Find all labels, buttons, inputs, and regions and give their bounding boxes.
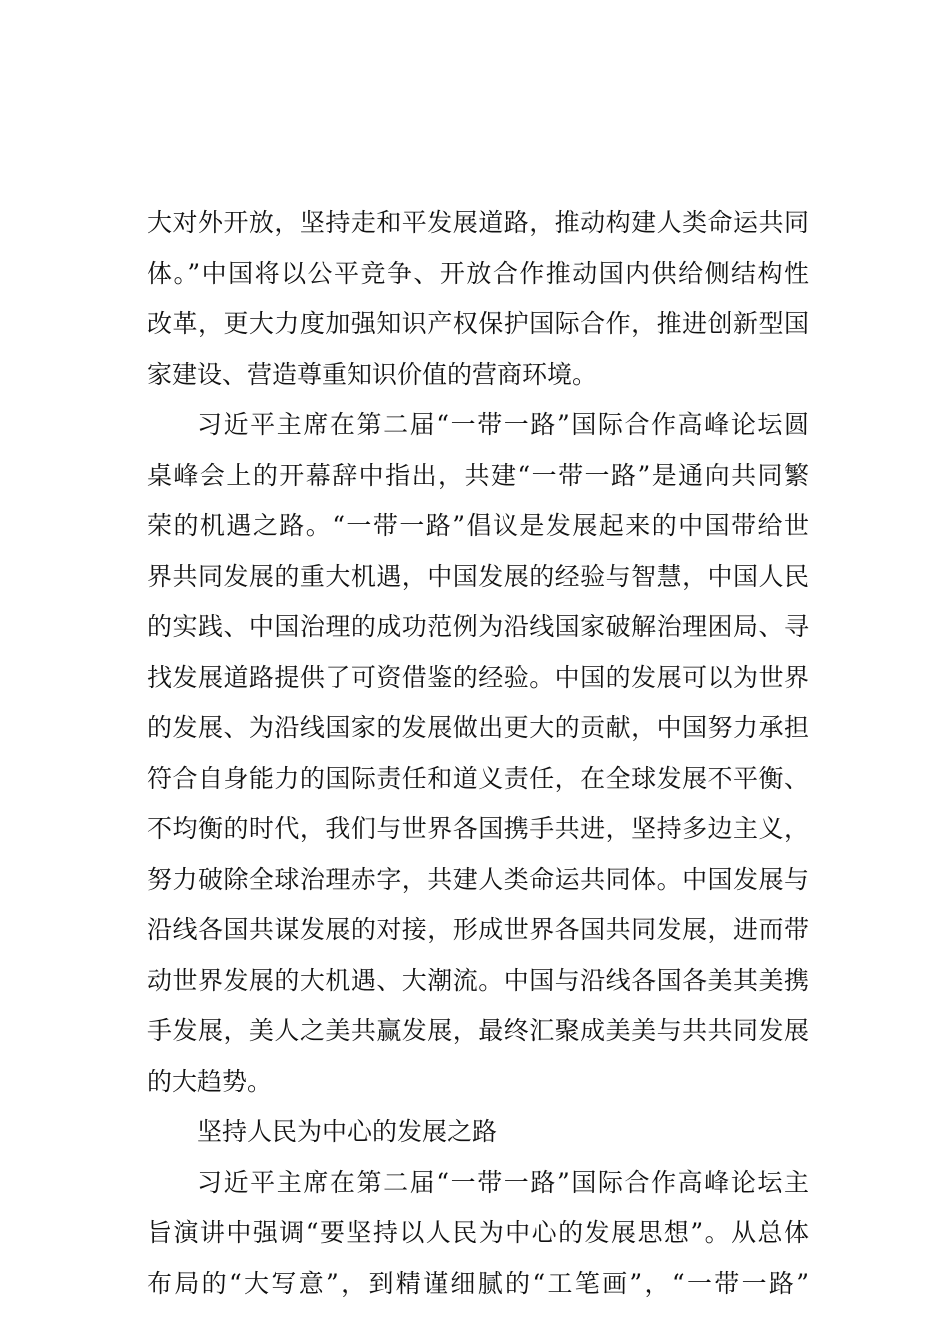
text-line: 的实践、中国治理的成功范例为沿线国家破解治理困局、寻 bbox=[147, 612, 809, 641]
text-line: 手发展，美人之美共赢发展，最终汇聚成美美与共共同发展 bbox=[147, 1016, 809, 1045]
text-line: 沿线各国共谋发展的对接，形成世界各国共同发展，进而带 bbox=[147, 915, 809, 944]
text-line: 体。”中国将以公平竞争、开放合作推动国内供给侧结构性 bbox=[147, 258, 809, 288]
text-line: 家建设、营造尊重知识价值的营商环境。 bbox=[147, 359, 598, 389]
text-line: 找发展道路提供了可资借鉴的经验。中国的发展可以为世界 bbox=[147, 662, 809, 692]
text-line: 荣的机遇之路。“一带一路”倡议是发展起来的中国带给世 bbox=[147, 511, 809, 540]
text-line: 习近平主席在第二届“一带一路”国际合作高峰论坛圆 bbox=[197, 410, 809, 439]
text-line: 动世界发展的大机遇、大潮流。中国与沿线各国各美其美携 bbox=[147, 965, 809, 995]
text-line: 布局的“大写意”，到精谨细腻的“工笔画”，“一带一路” bbox=[147, 1268, 809, 1298]
text-line: 习近平主席在第二届“一带一路”国际合作高峰论坛主 bbox=[197, 1167, 809, 1197]
text-line: 努力破除全球治理赤字，共建人类命运共同体。中国发展与 bbox=[147, 864, 809, 894]
text-line: 坚持人民为中心的发展之路 bbox=[197, 1117, 498, 1146]
body-text bbox=[147, 198, 809, 1309]
text-line: 的发展、为沿线国家的发展做出更大的贡献，中国努力承担 bbox=[147, 713, 809, 742]
text-line: 旨演讲中强调“要坚持以人民为中心的发展思想”。从总体 bbox=[147, 1218, 809, 1247]
text-line: 符合自身能力的国际责任和道义责任，在全球发展不平衡、 bbox=[147, 763, 809, 793]
text-line: 不均衡的时代，我们与世界各国携手共进，坚持多边主义， bbox=[147, 814, 809, 843]
text-line: 的大趋势。 bbox=[147, 1066, 273, 1096]
text-line: 桌峰会上的开幕辞中指出，共建“一带一路”是通向共同繁 bbox=[147, 460, 809, 490]
text-line: 界共同发展的重大机遇，中国发展的经验与智慧，中国人民 bbox=[147, 561, 809, 591]
text-line: 改革，更大力度加强知识产权保护国际合作，推进创新型国 bbox=[147, 309, 809, 338]
text-line: 大对外开放，坚持走和平发展道路，推动构建人类命运共同 bbox=[147, 208, 809, 237]
